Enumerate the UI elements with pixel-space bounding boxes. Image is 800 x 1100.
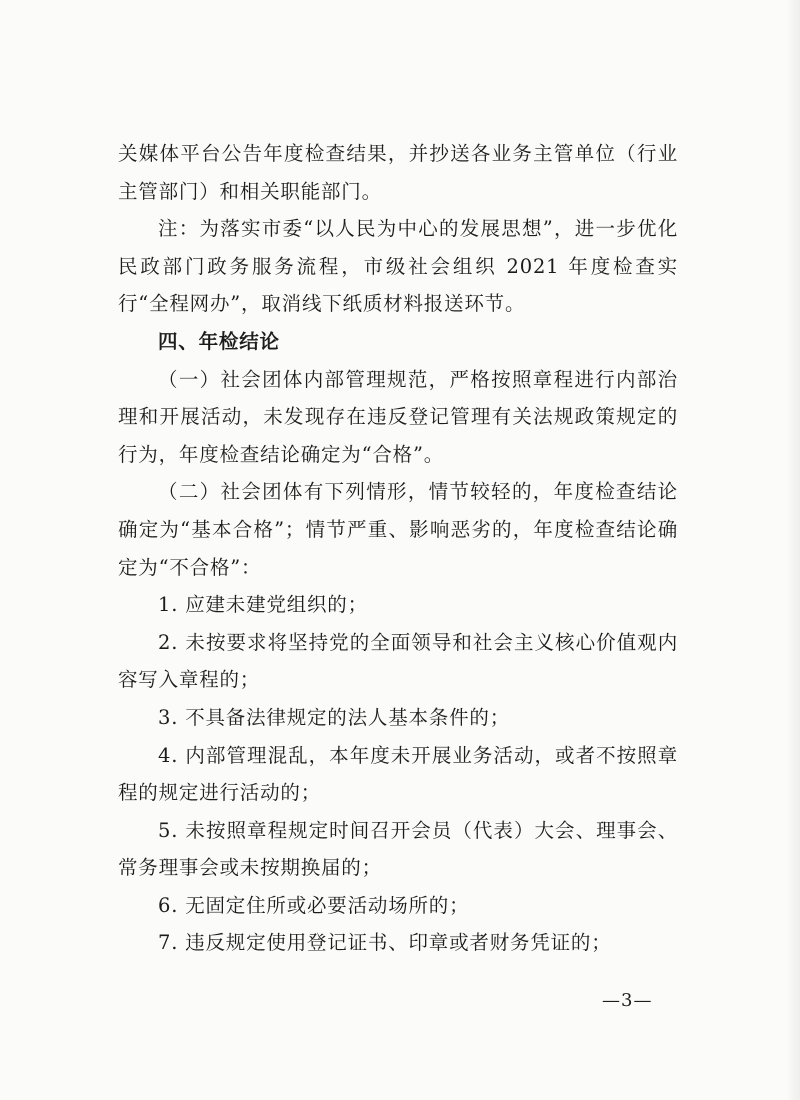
paragraph-qualified: （一）社会团体内部管理规范，严格按照章程进行内部治理和开展活动，未发现存在违反登记管理有关法规政策规定的行为，年度检查结论确定为“合格”。	[118, 367, 678, 466]
list-item: 1. 应建未建党组织的；	[158, 593, 368, 617]
body-text	[118, 135, 678, 962]
page-number: —3—	[602, 990, 653, 1011]
paragraph-note: 注：为落实市委“以人民为中心的发展思想”，进一步优化民政部门政务服务流程，市级社会组织 2021 年度检查实行“全程网办”，取消线下纸质材料报送环节。	[118, 217, 678, 316]
list-item: 2. 未按要求将坚持党的全面领导和社会主义核心价值观内容写入章程的；	[118, 630, 678, 692]
paragraph-basic-qualified: （二）社会团体有下列情形，情节较轻的，年度检查结论确定为“基本合格”；情节严重、影响恶劣的，年度检查结论确定为“不合格”：	[118, 480, 678, 579]
list-item: 6. 无固定住所或必要活动场所的；	[158, 893, 470, 917]
list-item: 5. 未按照章程规定时间召开会员（代表）大会、理事会、常务理事会或未按期换届的；	[118, 818, 678, 880]
section-heading: 四、年检结论	[158, 329, 280, 353]
page-edge-shadow	[786, 0, 800, 1100]
list-item: 7. 违反规定使用登记证书、印章或者财务凭证的；	[158, 931, 612, 955]
list-item: 4. 内部管理混乱，本年度未开展业务活动，或者不按照章程的规定进行活动的；	[118, 743, 678, 805]
paragraph-continuation: 关媒体平台公告年度检查结果，并抄送各业务主管单位（行业主管部门）和相关职能部门。	[118, 142, 678, 203]
list-item: 3. 不具备法律规定的法人基本条件的；	[158, 705, 511, 729]
